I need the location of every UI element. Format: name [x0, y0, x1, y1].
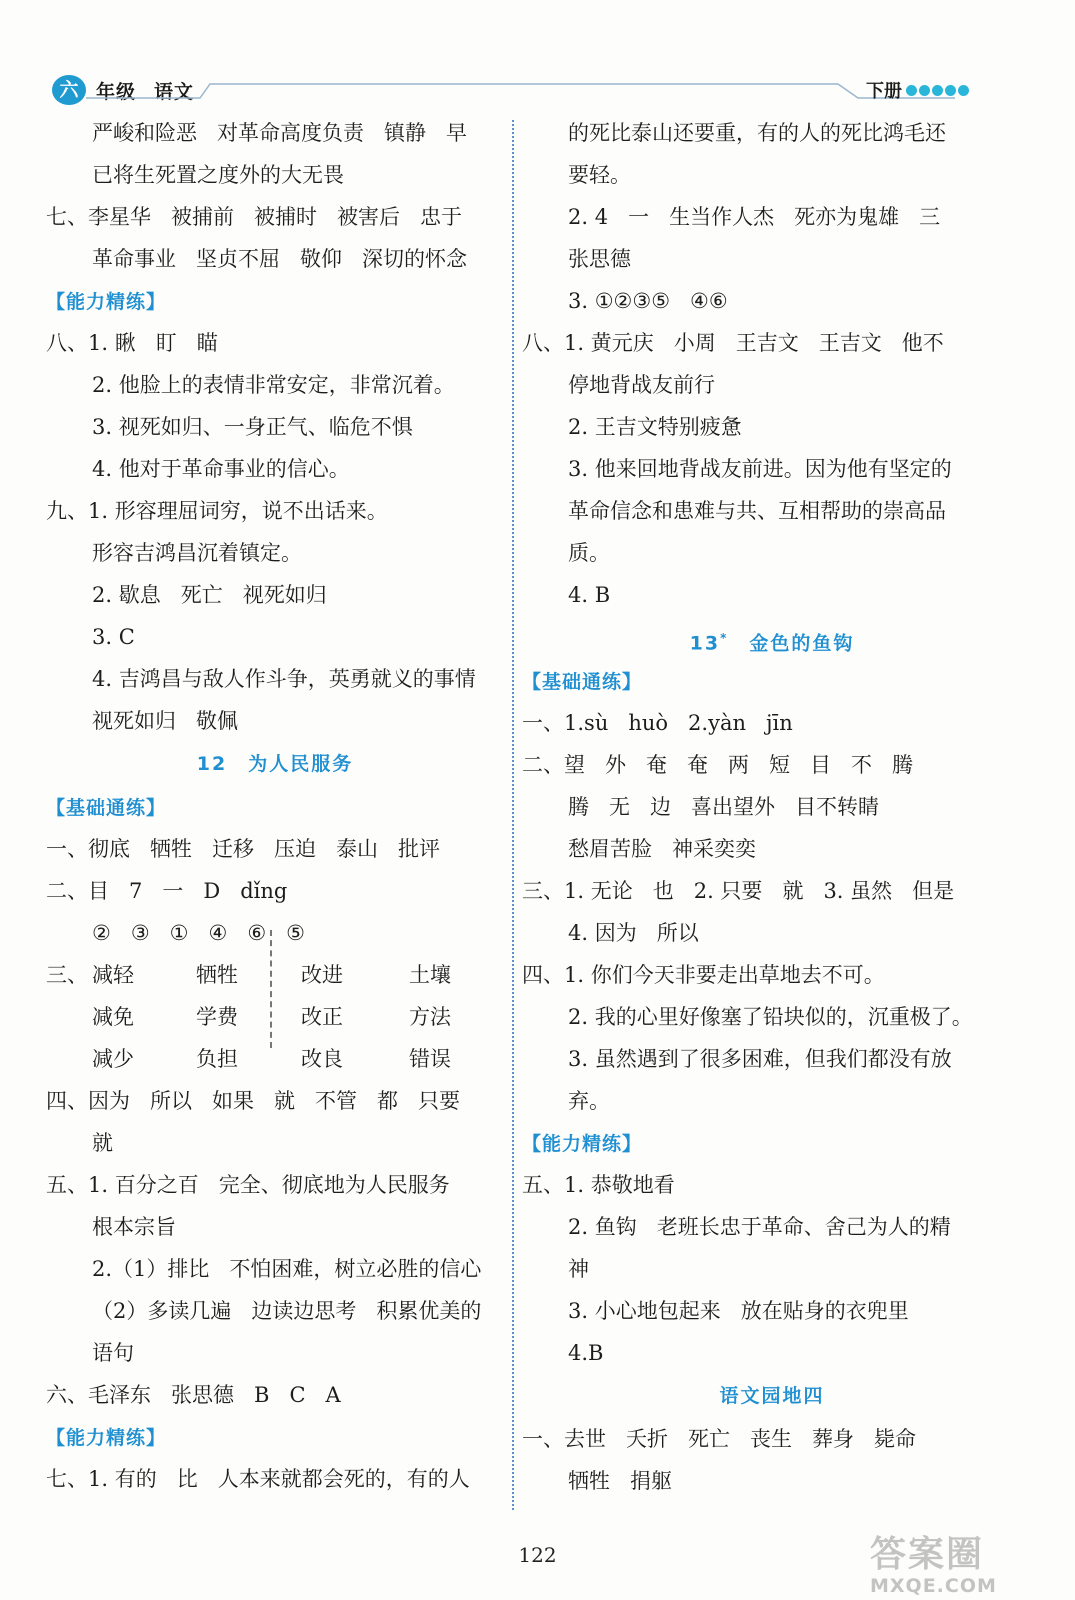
- answer-line: 严峻和险恶 对革命高度负责 镇静 早: [92, 121, 467, 145]
- answer-line: 视死如归 敬佩: [92, 709, 238, 733]
- question-3-row: 减少 负担 改良 错误: [92, 1047, 451, 1071]
- answer-line: 腾 无 边 喜出望外 目不转睛: [568, 795, 879, 819]
- watermark-url: MXQE.COM: [870, 1575, 997, 1597]
- answer-line: 已将生死置之度外的大无畏: [92, 163, 344, 187]
- question-7: 七、李星华 被捕前 被捕时 被害后 忠于: [46, 205, 462, 229]
- right-column: [522, 112, 1022, 1502]
- section-title-garden: 语文园地四: [719, 1385, 825, 1407]
- answer-line: 4.B: [568, 1341, 604, 1365]
- question-4: 四、因为 所以 如果 就 不管 都 只要: [46, 1089, 460, 1113]
- watermark-logo: [870, 1535, 1070, 1600]
- question-2b: 二、望 外 奄 奄 两 短 目 不 腾: [522, 753, 913, 777]
- answer-line: 4. 吉鸿昌与敌人作斗争，英勇就义的事情: [92, 667, 476, 691]
- answer-line: 3. 他来回地背战友前进。因为他有坚定的: [568, 457, 952, 481]
- answer-line: 2. 我的心里好像塞了铅块似的，沉重极了。: [568, 1005, 973, 1029]
- answer-line: 要轻。: [568, 163, 631, 187]
- answer-line: 的死比泰山还要重，有的人的死比鸿毛还: [568, 121, 946, 145]
- answer-line: 张思德: [568, 247, 631, 271]
- section-tag-ability: 【能力精练】: [522, 1133, 643, 1155]
- answer-line: 3. C: [92, 625, 135, 649]
- answer-line: 4. 因为 所以: [568, 921, 699, 945]
- question-7b: 七、1. 有的 比 人本来就都会死的，有的人: [46, 1467, 470, 1491]
- question-8: 八、1. 瞅 盯 瞄: [46, 331, 218, 355]
- answer-line: 3. ①②③⑤ ④⑥: [568, 289, 728, 313]
- question-3-row: 三、 减轻 牺牲 改进 土壤: [46, 963, 451, 987]
- answer-line: 语句: [92, 1341, 134, 1365]
- answer-line: 2.（1）排比 不怕困难，树立必胜的信心: [92, 1257, 482, 1281]
- grade-badge: 六: [52, 75, 86, 105]
- answer-line: 革命事业 坚贞不屈 敬仰 深切的怀念: [92, 247, 467, 271]
- answer-line: 2. 4 一 生当作人杰 死亦为鬼雄 三: [568, 205, 941, 229]
- grid-divider: [270, 930, 272, 1048]
- answer-line: （2）多读几遍 边读边思考 积累优美的: [92, 1299, 482, 1323]
- answer-line: 神: [568, 1257, 589, 1281]
- answer-line: 牺牲 捐躯: [568, 1469, 672, 1493]
- answer-line: 停地背战友前行: [568, 373, 715, 397]
- watermark-title: 答案圈: [870, 1534, 985, 1575]
- answer-line: 3. 虽然遇到了很多困难，但我们都没有放: [568, 1047, 952, 1071]
- question-3-row: 减免 学费 改正 方法: [92, 1005, 451, 1029]
- question-9: 九、1. 形容理屈词穷，说不出话来。: [46, 499, 388, 523]
- question-4b: 四、1. 你们今天非要走出草地去不可。: [522, 963, 885, 987]
- section-tag-ability: 【能力精练】: [46, 1427, 167, 1449]
- left-column: [46, 112, 504, 1500]
- answer-line: 质。: [568, 541, 610, 565]
- subject-label: 语文: [154, 81, 195, 103]
- page-number: 122: [518, 1543, 557, 1567]
- answer-line: 3. 视死如归、一身正气、临危不惧: [92, 415, 413, 439]
- page-header: [0, 0, 1075, 110]
- answer-line: 愁眉苦脸 神采奕奕: [568, 837, 756, 861]
- question-5b: 五、1. 恭敬地看: [522, 1173, 675, 1197]
- answer-line: 2. 他脸上的表情非常安定，非常沉着。: [92, 373, 455, 397]
- section-tag-ability: 【能力精练】: [46, 291, 167, 313]
- section-tag-basic: 【基础通练】: [522, 671, 643, 693]
- answer-line: 革命信念和患难与共、互相帮助的崇高品: [568, 499, 946, 523]
- question-1b: 一、1.sù huò 2.yàn jīn: [522, 711, 793, 735]
- header-decor-dots-icon: [906, 80, 971, 99]
- question-8b: 八、1. 黄元庆 小周 王吉文 王吉文 他不: [522, 331, 944, 355]
- header-rule-left: [86, 84, 838, 98]
- question-5: 五、1. 百分之百 完全、彻底地为人民服务: [46, 1173, 450, 1197]
- question-3b: 三、1. 无论 也 2. 只要 就 3. 虽然 但是: [522, 879, 955, 903]
- answer-line: 弃。: [568, 1089, 610, 1113]
- question-2: 二、目 7 一 D dǐng: [46, 879, 288, 903]
- question-1: 一、彻底 牺牲 迁移 压迫 泰山 批评: [46, 837, 440, 861]
- lesson-title-13: 13* 金色的鱼钩: [689, 631, 855, 655]
- column-divider: [512, 120, 514, 1510]
- answer-line: 根本宗旨: [92, 1215, 176, 1239]
- answer-line: 4. 他对于革命事业的信心。: [92, 457, 350, 481]
- answer-line: 3. 小心地包起来 放在贴身的衣兜里: [568, 1299, 909, 1323]
- answer-line: 2. 王吉文特别疲惫: [568, 415, 742, 439]
- answer-line: ② ③ ① ④ ⑥ ⑤: [92, 921, 305, 945]
- answer-line: 2. 歇息 死亡 视死如归: [92, 583, 327, 607]
- answer-line: 形容吉鸿昌沉着镇定。: [92, 541, 302, 565]
- question-1c: 一、去世 夭折 死亡 丧生 葬身 毙命: [522, 1427, 916, 1451]
- question-6: 六、毛泽东 张思德 B C A: [46, 1383, 341, 1407]
- volume-label: 下册: [866, 81, 902, 102]
- answer-line: 2. 鱼钩 老班长忠于革命、舍己为人的精: [568, 1215, 951, 1239]
- answer-line: 4. B: [568, 583, 611, 607]
- section-tag-basic: 【基础通练】: [46, 797, 167, 819]
- answer-line: 就: [92, 1131, 113, 1155]
- lesson-title-12: 12 为人民服务: [196, 753, 354, 775]
- grade-label: 年级: [96, 81, 137, 103]
